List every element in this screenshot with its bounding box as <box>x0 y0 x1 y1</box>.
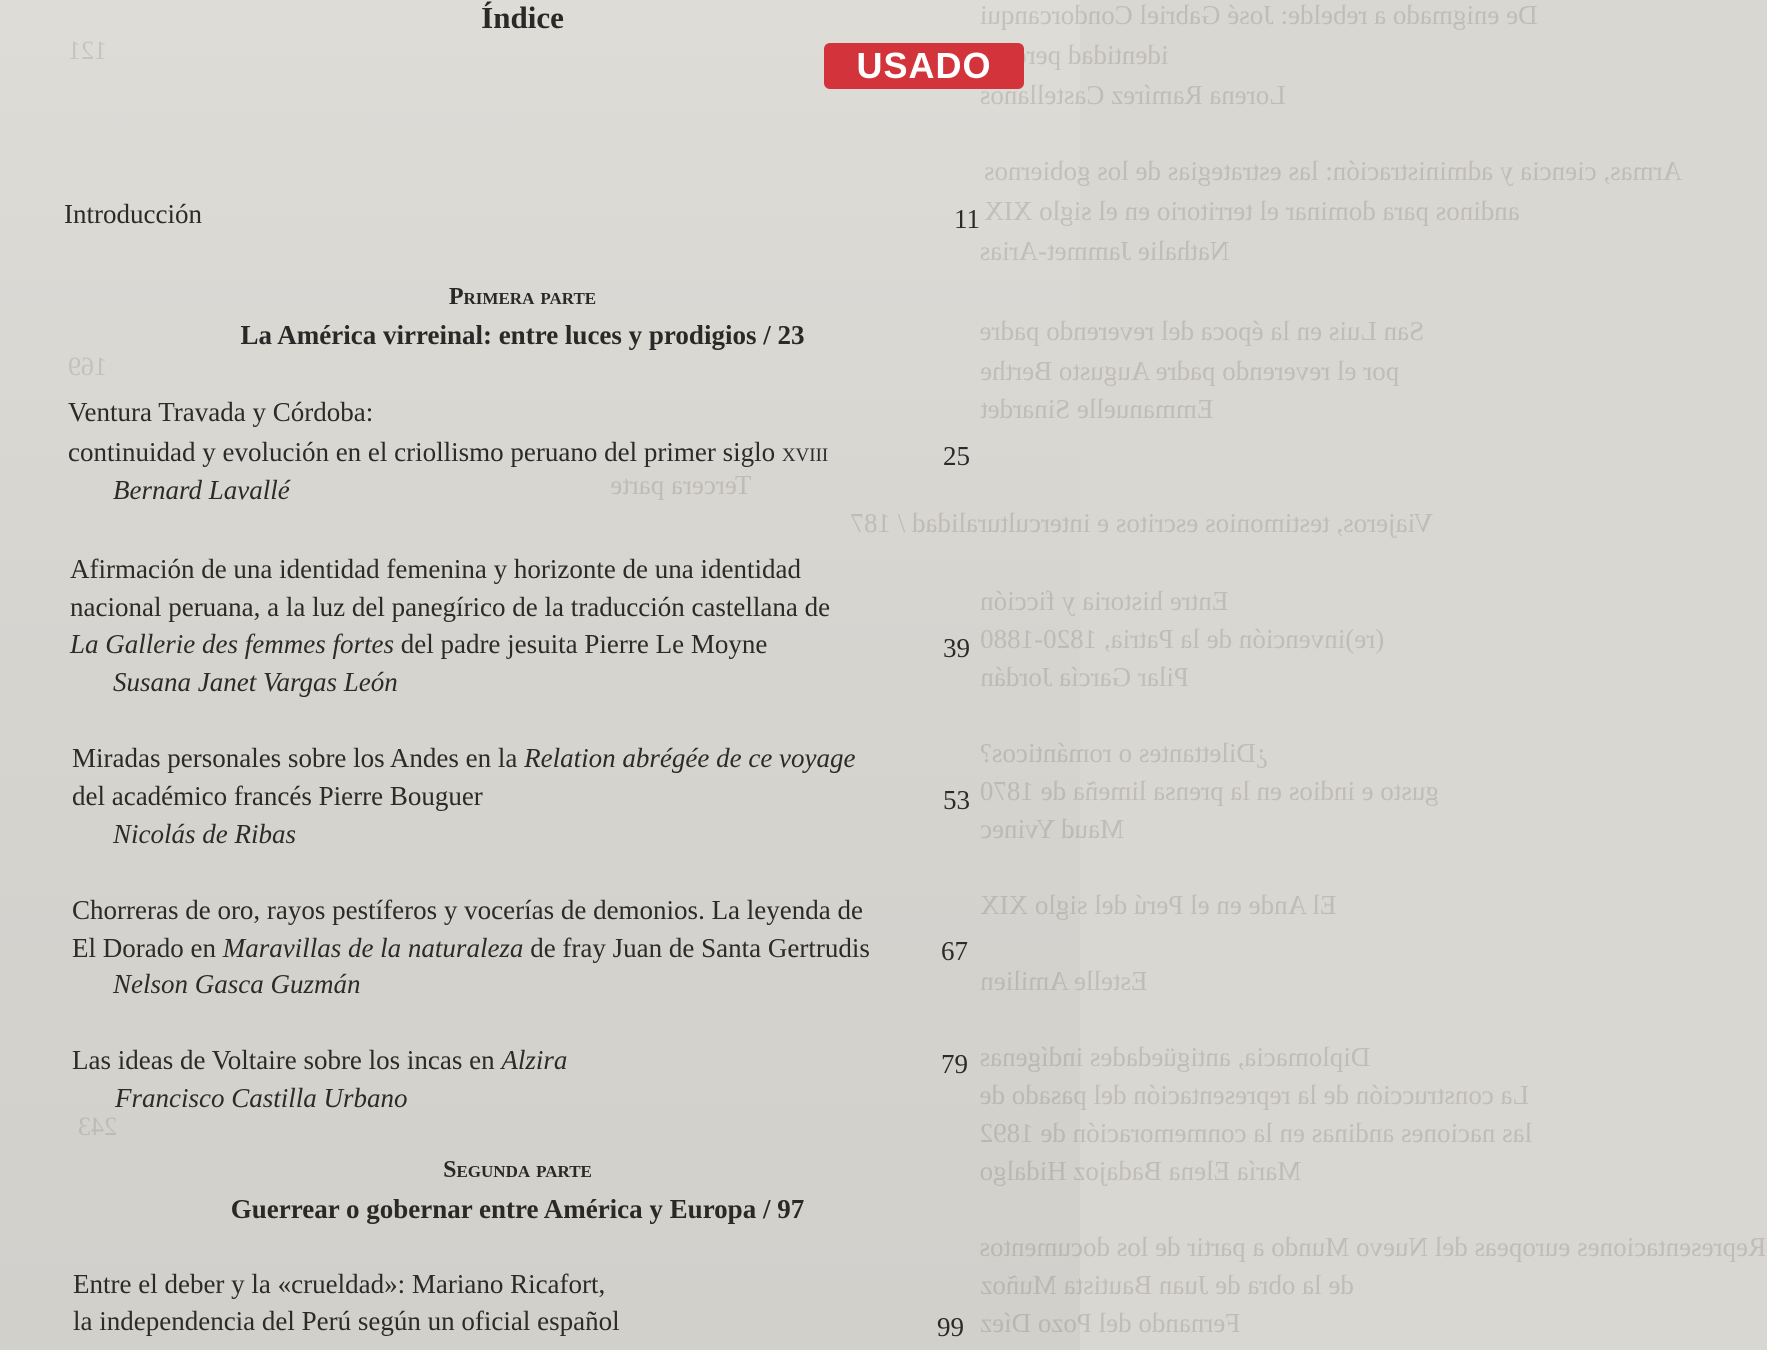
bleed-page-number: 121 <box>68 36 107 65</box>
bleed-page-number: 169 <box>68 352 107 381</box>
bleed-line: La construcción de la representación del pasado de <box>980 1080 1530 1110</box>
toc-entry-4-page: 67 <box>941 936 968 966</box>
toc-entry-1-page: 25 <box>943 441 970 471</box>
toc-entry-3-author: Nicolás de Ribas <box>113 819 296 849</box>
bleed-line: las naciones andinas en la conmemoración de 1892 <box>980 1118 1533 1148</box>
bleed-line: De enigmado a rebelde: José Gabriel Condorcanqui <box>980 0 1538 30</box>
toc-entry-2-line-1: Afirmación de una identidad femenina y horizonte de una identidad <box>70 554 801 584</box>
toc-entry-1-roman: xviii <box>781 437 829 467</box>
part-two-label: Segunda parte <box>443 1157 592 1183</box>
toc-entry-1-line-2-text: continuidad y evolución en el criollismo peruano del primer siglo <box>68 437 782 467</box>
toc-entry-3-line-2: del académico francés Pierre Bouguer <box>72 781 483 811</box>
bleed-line: San Luis en la época del reverendo padre <box>980 316 1425 346</box>
used-badge-label: USADO <box>856 45 992 86</box>
part-two-title: Guerrear o gobernar entre América y Europa / 97 <box>230 1194 805 1224</box>
bleed-line: gusto e indios en la prensa limeña de 1870 <box>980 776 1439 806</box>
part-one-title: La América virreinal: entre luces y prodigios / 23 <box>240 320 805 350</box>
bleed-line: Entre historia y ficción <box>980 586 1229 616</box>
toc-entry-5-line-1 <box>72 1044 567 1076</box>
toc-entry-4-work-title: Maravillas de la naturaleza <box>222 933 524 963</box>
toc-entry-3-page: 53 <box>943 785 970 815</box>
bleed-line: ¿Dilettantes o románticos? <box>980 738 1268 768</box>
toc-entry-4-author: Nelson Gasca Guzmán <box>113 969 361 999</box>
toc-entry-4-line-2-post: de fray Juan de Santa Gertrudis <box>523 933 870 963</box>
used-badge <box>824 43 1024 89</box>
toc-entry-1-author: Bernard Lavallé <box>113 475 290 505</box>
bleed-line: andinos para dominar el territorio en el siglo XIX <box>984 196 1520 226</box>
toc-intro-page: 11 <box>954 204 980 234</box>
toc-entry-1-line-1: Ventura Travada y Córdoba: <box>68 397 374 427</box>
toc-entry-3-line-1-text: Miradas personales sobre los Andes en la <box>72 743 525 773</box>
toc-entry-4-line-1: Chorreras de oro, rayos pestíferos y vocerías de demonios. La leyenda de <box>72 895 863 925</box>
toc-entry-2-work-title: La Gallerie des femmes fortes <box>70 629 394 659</box>
bleed-line: Representaciones europeas del Nuevo Mundo a partir de los documentos <box>980 1232 1767 1262</box>
bleed-line: Fernando del Pozo Díez <box>980 1308 1241 1338</box>
toc-entry-2-page: 39 <box>943 633 970 663</box>
bleed-page-number: 243 <box>78 1112 117 1141</box>
toc-entry-2-line-3-text: del padre jesuita Pierre Le Moyne <box>393 629 768 659</box>
bleed-line: Pilar García Jordán <box>980 662 1189 692</box>
bleed-line: El Ande en el Perú del siglo XIX <box>980 890 1337 920</box>
toc-intro-label: Introducción <box>64 199 202 229</box>
bleed-line: Tercera parte <box>610 470 752 500</box>
toc-entry-2-line-2: nacional peruana, a la luz del panegírico de la traducción castellana de <box>70 592 831 622</box>
bleed-line: María Elena Badajoz Hidalgo <box>980 1156 1302 1186</box>
bleed-line: (re)invención de la Patria, 1820-1880 <box>980 624 1385 654</box>
bleed-line: Emmanuelle Sinardet <box>980 394 1214 424</box>
toc-entry-6-page: 99 <box>937 1312 964 1342</box>
toc-entry-6-line-2: la independencia del Perú según un oficial español <box>73 1306 620 1336</box>
toc-entry-4-line-2 <box>72 932 870 964</box>
toc-entry-5-page: 79 <box>941 1049 968 1079</box>
bleed-line: Diplomacia, antigüedades indígenas <box>980 1042 1371 1072</box>
bleed-line: identidad perdida <box>980 40 1169 70</box>
toc-entry-4-line-2-pre: El Dorado en <box>72 933 223 963</box>
toc-entry-5-author: Francisco Castilla Urbano <box>115 1083 408 1113</box>
toc-entry-2-author: Susana Janet Vargas León <box>113 667 398 697</box>
bleed-line: Estelle Amilien <box>980 966 1148 996</box>
bleed-line: de la obra de Juan Bautista Muñoz <box>980 1270 1354 1300</box>
toc-entry-2-line-3 <box>70 628 767 660</box>
bleed-line: por el reverendo padre Augusto Berthe <box>980 356 1400 386</box>
bleed-line: Viajeros, testimonios escritos e interculturalidad / 187 <box>850 508 1433 538</box>
toc-entry-3-work-title: Relation abrégée de ce voyage <box>524 743 856 773</box>
bleed-line: Maud Yvinec <box>980 814 1125 844</box>
part-one-label: Primera parte <box>448 284 597 310</box>
bleed-line: Armas, ciencia y administración: las estrategias de los gobiernos <box>984 156 1683 186</box>
toc-entry-6-line-1: Entre el deber y la «crueldad»: Mariano Ricafort, <box>73 1269 606 1299</box>
page-title: Índice <box>481 0 564 35</box>
toc-entry-3-line-1 <box>72 742 856 774</box>
toc-entry-5-work-title: Alzira <box>501 1045 568 1075</box>
bleed-line: Lorena Ramírez Castellanos <box>980 80 1286 110</box>
bleed-line: Nathalie Jammet-Arias <box>980 236 1230 266</box>
toc-entry-1-line-2 <box>68 436 828 468</box>
toc-entry-5-line-1-text: Las ideas de Voltaire sobre los incas en <box>72 1045 502 1075</box>
